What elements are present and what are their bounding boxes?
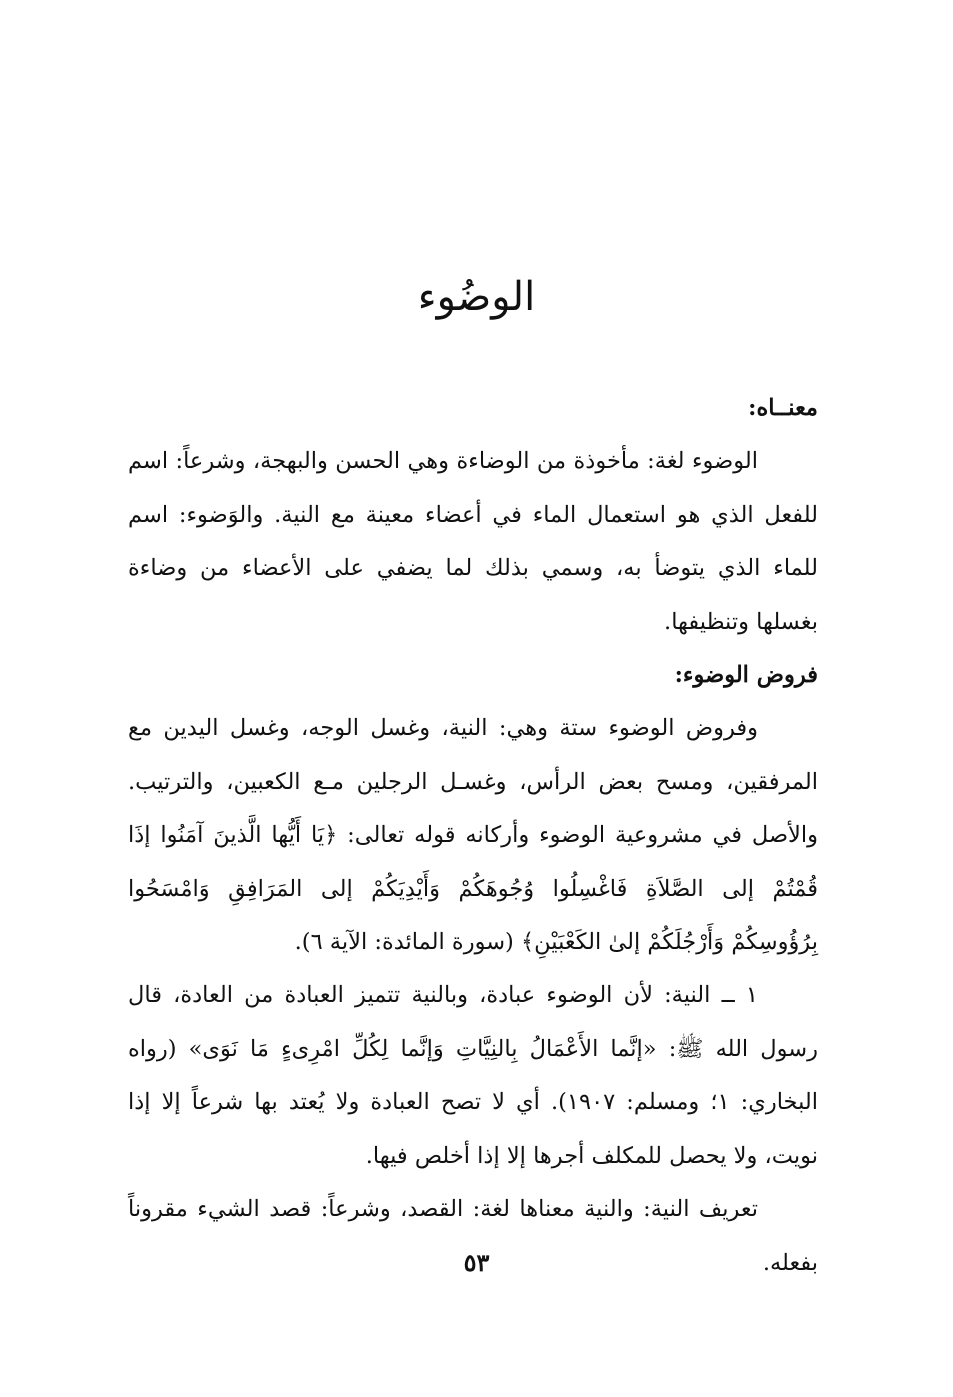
- definition-paragraph: تعريف النية: والنية معناها لغة: القصد، وشرعاً: قصد الشيء مقروناً بفعله.: [128, 1196, 818, 1276]
- obligations-heading: فروض الوضوء:: [674, 662, 818, 689]
- intention-paragraph: ١ ــ النية: لأن الوضوء عبادة، وبالنية تتميز العبادة من العادة، قال رسول الله ﷺ: «إنَّما الأَعْمَالُ بِالنِيَّاتِ وَإنَّما لِكُلِّ امْرِىءٍ مَا نَوَى» (رواه البخاري: ١؛ ومسلم: ١٩٠٧). أي لا تصح العبادة ولا يُعتد بها شرعاً إلا إذا نويت، ولا يحصل للمكلف أجرها إلا إذا أخلص فيها.: [128, 982, 818, 1169]
- meaning-heading: معنــاه:: [748, 395, 818, 421]
- chapter-title: الوضُوء: [417, 274, 536, 320]
- page-body: [128, 382, 818, 1290]
- meaning-paragraph: الوضوء لغة: مأخوذة من الوضاءة وهي الحسن والبهجة، وشرعاً: اسم للفعل الذي هو استعمال الماء في أعضاء معينة مع النية. والوَضوء: اسم للماء الذي يتوضأ به، وسمي بذلك لما يضفي على الأعضاء من وضاءة بغسلها وتنظيفها.: [128, 448, 818, 635]
- obligations-paragraph: وفروض الوضوء ستة وهي: النية، وغسل الوجه، وغسل اليدين مع المرفقين، ومسح بعض الرأس، وغسـل الرجلين مـع الكعبين، والترتيب. والأصل في مشروعية الوضوء وأركانه قوله تعالى: ﴿يَا أَيُّها الَّذينَ آمَنُوا إذَا قُمْتُمْ إلى الصَّلاَةِ فَاغْسِلُوا وُجُوهَكُمْ وَأَيْدِيَكُمْ إلى المَرَافِقِ وَامْسَحُوا بِرُؤُوسِكُمْ وَأَرْجُلَكُمْ إلىٰ الكَعْبَيْنِ﴾ (سورة المائدة: الآية ٦).: [128, 715, 818, 956]
- page-number: ٥٣: [463, 1248, 490, 1277]
